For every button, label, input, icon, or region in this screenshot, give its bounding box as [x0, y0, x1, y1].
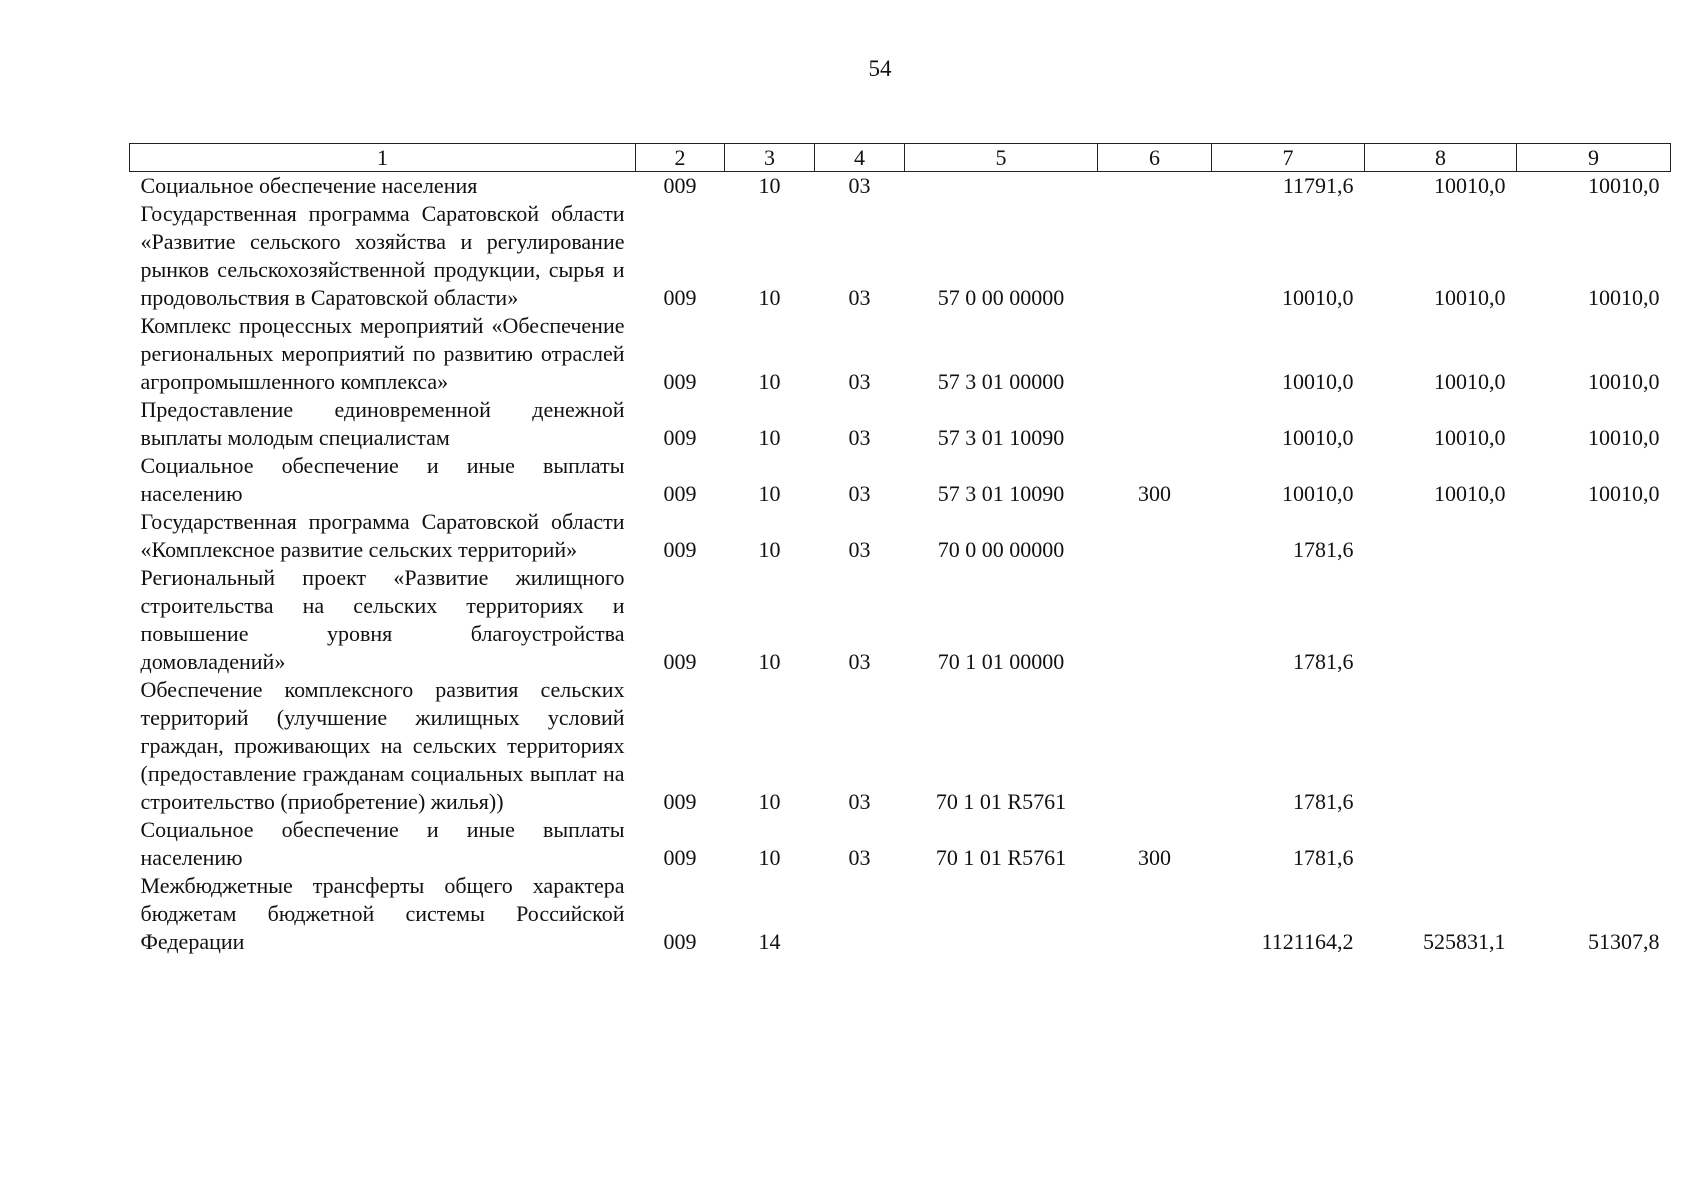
- ministry-code: 009: [663, 537, 697, 562]
- table-row: [130, 872, 1671, 956]
- ministry-code: 009: [663, 425, 697, 450]
- item-name: Предоставление единовременной денежной выплаты молодым специалистам: [140, 397, 625, 450]
- table-row: [130, 676, 1671, 816]
- amount-col-8: 10010,0: [1434, 481, 1506, 506]
- amount-col-8: [1365, 816, 1517, 872]
- ministry-code: 009: [663, 845, 697, 870]
- subsection-code: 03: [848, 425, 871, 450]
- target-article-code: 57 3 01 10090: [937, 481, 1065, 506]
- amount-col-8: 525831,1: [1423, 929, 1506, 954]
- ministry-code: 009: [663, 649, 697, 674]
- amount-col-7: 1781,6: [1293, 537, 1354, 562]
- amount-col-7: 1121164,2: [1261, 929, 1354, 954]
- amount-col-8: [1365, 564, 1517, 676]
- section-code: 10: [758, 369, 781, 394]
- section-code: 10: [758, 537, 781, 562]
- expense-type-code: [1098, 396, 1212, 452]
- item-name: Социальное обеспечение и иные выплаты населению: [140, 453, 625, 506]
- expense-type-code: 300: [1138, 481, 1171, 506]
- table-row: [130, 508, 1671, 564]
- column-header: 1: [130, 144, 636, 172]
- amount-col-9: 51307,8: [1588, 929, 1660, 954]
- amount-col-8: 10010,0: [1434, 425, 1506, 450]
- expense-type-code: 300: [1138, 845, 1171, 870]
- subsection-code: 03: [848, 481, 871, 506]
- amount-col-9: 10010,0: [1588, 285, 1660, 310]
- amount-col-9: 10010,0: [1588, 481, 1660, 506]
- ministry-code: 009: [663, 481, 697, 506]
- amount-col-7: 11791,6: [1282, 173, 1354, 198]
- expense-type-code: [1098, 172, 1212, 201]
- target-article-code: [905, 172, 1098, 201]
- amount-col-9: 10010,0: [1588, 173, 1660, 198]
- column-number-row: [130, 144, 1671, 172]
- subsection-code: 03: [848, 649, 871, 674]
- column-header: 7: [1212, 144, 1365, 172]
- section-code: 10: [758, 481, 781, 506]
- section-code: 10: [758, 285, 781, 310]
- section-code: 10: [758, 845, 781, 870]
- item-name: Комплекс процессных мероприятий «Обеспечение региональных мероприятий по развитию отраслей агропромышленного комплекса»: [140, 313, 625, 394]
- amount-col-7: 1781,6: [1293, 845, 1354, 870]
- amount-col-8: 10010,0: [1434, 285, 1506, 310]
- ministry-code: 009: [663, 789, 697, 814]
- amount-col-8: [1365, 508, 1517, 564]
- amount-col-9: [1517, 564, 1671, 676]
- table-row: [130, 172, 1671, 201]
- subsection-code: 03: [848, 173, 871, 198]
- section-code: 14: [758, 929, 781, 954]
- subsection-code: 03: [848, 789, 871, 814]
- amount-col-7: 1781,6: [1293, 649, 1354, 674]
- item-name: Государственная программа Саратовской области «Развитие сельского хозяйства и регулирование рынков сельскохозяйственной продукции, сырья и продовольствия в Саратовской области»: [140, 201, 625, 310]
- table-row: [130, 312, 1671, 396]
- target-article-code: 70 1 01 R5761: [935, 789, 1067, 814]
- expense-type-code: [1098, 872, 1212, 956]
- column-header: 4: [815, 144, 905, 172]
- table-row: [130, 564, 1671, 676]
- subsection-code: 03: [848, 285, 871, 310]
- subsection-code: 03: [848, 845, 871, 870]
- section-code: 10: [758, 649, 781, 674]
- ministry-code: 009: [663, 369, 697, 394]
- amount-col-7: 1781,6: [1293, 789, 1354, 814]
- column-header: 2: [636, 144, 725, 172]
- amount-col-9: 10010,0: [1588, 425, 1660, 450]
- section-code: 10: [758, 425, 781, 450]
- subsection-code: [815, 872, 905, 956]
- target-article-code: 57 3 01 00000: [937, 369, 1065, 394]
- amount-col-8: [1365, 676, 1517, 816]
- amount-col-7: 10010,0: [1282, 425, 1354, 450]
- expense-type-code: [1098, 564, 1212, 676]
- amount-col-8: 10010,0: [1434, 173, 1506, 198]
- expense-type-code: [1098, 676, 1212, 816]
- page-number: 54: [868, 56, 892, 81]
- target-article-code: [905, 872, 1098, 956]
- item-name: Социальное обеспечение населения: [140, 173, 478, 198]
- expense-type-code: [1098, 200, 1212, 312]
- amount-col-9: 10010,0: [1588, 369, 1660, 394]
- target-article-code: 70 1 01 R5761: [935, 845, 1067, 870]
- amount-col-7: 10010,0: [1282, 481, 1354, 506]
- budget-table: [129, 143, 1671, 956]
- column-header: 6: [1098, 144, 1212, 172]
- section-code: 10: [758, 173, 781, 198]
- item-name: Региональный проект «Развитие жилищного строительства на сельских территориях и повышение уровня благоустройства домовладений»: [140, 565, 625, 674]
- ministry-code: 009: [663, 929, 697, 954]
- section-code: 10: [758, 789, 781, 814]
- ministry-code: 009: [663, 173, 697, 198]
- item-name: Обеспечение комплексного развития сельских территорий (улучшение жилищных условий граждан, проживающих на сельских территориях (предоставление гражданам социальных выплат на строительство (приобретение) жилья)): [140, 677, 625, 814]
- item-name: Государственная программа Саратовской области «Комплексное развитие сельских территорий»: [140, 509, 625, 562]
- item-name: Социальное обеспечение и иные выплаты населению: [140, 817, 625, 870]
- target-article-code: 70 0 00 00000: [937, 537, 1065, 562]
- target-article-code: 70 1 01 00000: [937, 649, 1065, 674]
- ministry-code: 009: [663, 285, 697, 310]
- amount-col-7: 10010,0: [1282, 285, 1354, 310]
- table-row: [130, 816, 1671, 872]
- expense-type-code: [1098, 508, 1212, 564]
- target-article-code: 57 0 00 00000: [937, 285, 1065, 310]
- column-header: 3: [725, 144, 815, 172]
- subsection-code: 03: [848, 369, 871, 394]
- table-row: [130, 200, 1671, 312]
- amount-col-9: [1517, 816, 1671, 872]
- subsection-code: 03: [848, 537, 871, 562]
- amount-col-9: [1517, 508, 1671, 564]
- table-row: [130, 396, 1671, 452]
- amount-col-9: [1517, 676, 1671, 816]
- amount-col-8: 10010,0: [1434, 369, 1506, 394]
- expense-type-code: [1098, 312, 1212, 396]
- table-row: [130, 452, 1671, 508]
- column-header: 5: [905, 144, 1098, 172]
- amount-col-7: 10010,0: [1282, 369, 1354, 394]
- column-header: 9: [1517, 144, 1671, 172]
- target-article-code: 57 3 01 10090: [937, 425, 1065, 450]
- item-name: Межбюджетные трансферты общего характера бюджетам бюджетной системы Российской Федерации: [140, 873, 625, 954]
- column-header: 8: [1365, 144, 1517, 172]
